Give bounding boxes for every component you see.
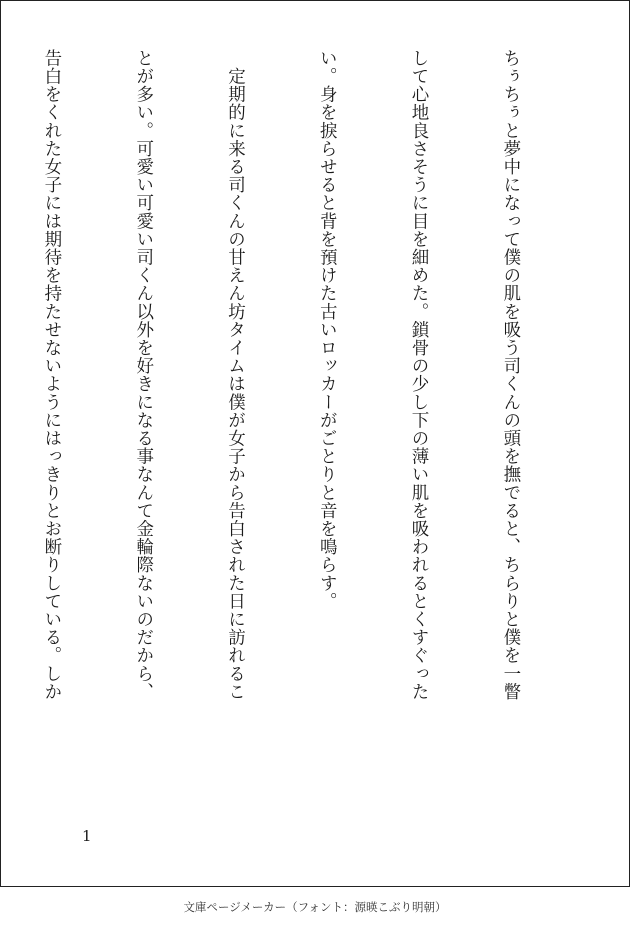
text-line: ちぅちぅと夢中になって僕の肌を吸う司くんの頭を撫でると、ちらりと僕を一瞥: [500, 49, 521, 701]
text-line: い。身を捩らせると背を預けた古いロッカーがごとりと音を鳴らす。: [317, 49, 338, 611]
text-line: して心地良さそうに目を細めた。鎖骨の少し下の薄い肌を吸われるとくすぐった: [409, 49, 430, 701]
vertical-text-body: [0, 49, 587, 829]
text-line: とが多い。可愛い可愛い司くん以外を好きになる事なんて金輪際ないのだから、: [133, 49, 154, 701]
footer-credit: 文庫ページメーカー（フォント：源暎こぶり明朝）: [183, 900, 447, 914]
text-line: 定期的に来る司くんの甘えん坊タイムは僕が女子から告白された日に訪れるこ: [225, 49, 246, 701]
text-line: 告白をくれた女子には期待を持たせないようにはっきりとお断りしている。しか: [41, 49, 62, 701]
page-number: 1: [82, 827, 92, 845]
